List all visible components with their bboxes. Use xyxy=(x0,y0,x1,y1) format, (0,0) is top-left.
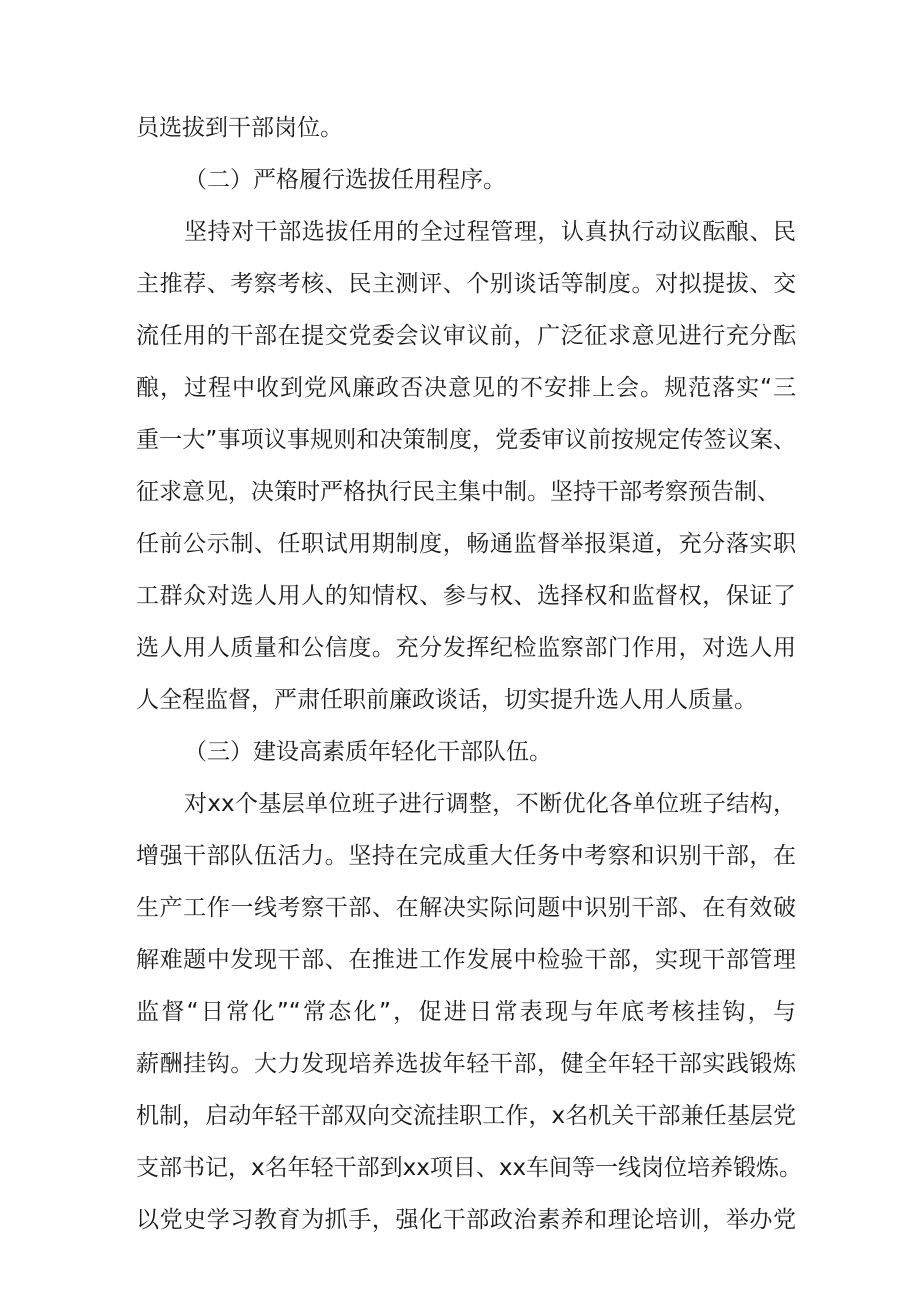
text-line: 机制，启动年轻干部双向交流挂职工作，x名机关干部兼任基层党 xyxy=(136,1103,796,1129)
section-heading-3: （三）建设高素质年轻化干部队伍。 xyxy=(184,739,552,765)
text-line: 人全程监督，严肃任职前廉政谈话，切实提升选人用人质量。 xyxy=(136,687,757,713)
text-line: 主推荐、考察考核、民主测评、个别谈话等制度。对拟提拔、交 xyxy=(136,271,796,297)
text-line: 流任用的干部在提交党委会议审议前，广泛征求意见进行充分酝 xyxy=(136,323,796,349)
text-line: 生产工作一线考察干部、在解决实际问题中识别干部、在有效破 xyxy=(136,895,796,921)
text-line: 坚持对干部选拔任用的全过程管理，认真执行动议酝酿、民 xyxy=(184,219,796,245)
section-heading-2: （二）严格履行选拔任用程序。 xyxy=(184,167,506,193)
text-line: 工群众对选人用人的知情权、参与权、选择权和监督权，保证了 xyxy=(136,583,796,609)
text-line: 任前公示制、任职试用期制度，畅通监督举报渠道，充分落实职 xyxy=(136,531,796,557)
text-line: 薪酬挂钩。大力发现培养选拔年轻干部，健全年轻干部实践锻炼 xyxy=(136,1051,796,1077)
text-line: 征求意见，决策时严格执行民主集中制。坚持干部考察预告制、 xyxy=(136,479,780,505)
text-line: 解难题中发现干部、在推进工作发展中检验干部，实现干部管理 xyxy=(136,947,796,973)
text-line: 以党史学习教育为抓手，强化干部政治素养和理论培训，举办党 xyxy=(136,1207,796,1233)
text-line: 酿，过程中收到党风廉政否决意见的不安排上会。规范落实“三 xyxy=(136,375,796,401)
text-line: 对xx个基层单位班子进行调整，不断优化各单位班子结构， xyxy=(184,791,796,817)
text-line: 选人用人质量和公信度。充分发挥纪检监察部门作用，对选人用 xyxy=(136,635,796,661)
text-line: 员选拔到干部岗位。 xyxy=(136,115,343,141)
text-line: 监督“日常化”“常态化”，促进日常表现与年底考核挂钩，与 xyxy=(136,999,796,1025)
text-line: 重一大”事项议事规则和决策制度，党委审议前按规定传签议案、 xyxy=(136,427,796,453)
text-line: 增强干部队伍活力。坚持在完成重大任务中考察和识别干部，在 xyxy=(136,843,796,869)
text-line: 支部书记，x名年轻干部到xx项目、xx车间等一线岗位培养锻炼。 xyxy=(136,1155,803,1181)
